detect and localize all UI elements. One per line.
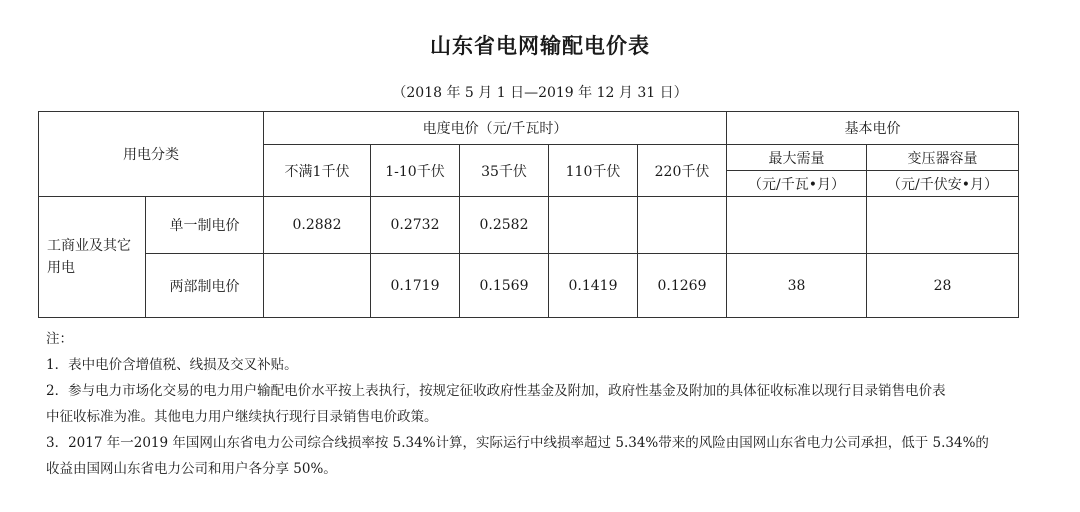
table-cell: 38: [727, 254, 867, 318]
header-max-demand: 最大需量: [727, 145, 867, 171]
table-cell: [638, 197, 727, 254]
table-cell: 0.1269: [638, 254, 727, 318]
note-item-2-line1: 2．参与电力市场化交易的电力用户输配电价水平按上表执行，按规定征收政府性基金及附加，政府性基金及附加的具体征收标准以现行目录销售电价表: [46, 383, 946, 399]
header-voltage-lt1kv: 不满1千伏: [264, 145, 371, 197]
document-subtitle: （2018 年 5 月 1 日—2019 年 12 月 31 日）: [392, 85, 688, 101]
note-item-1: 1．表中电价含增值税、线损及交叉补贴。: [46, 357, 298, 373]
table-cell: 0.1419: [549, 254, 638, 318]
table-cell: 0.2882: [264, 197, 371, 254]
table-cell: 0.1569: [460, 254, 549, 318]
table-cell: [867, 197, 1019, 254]
price-table: [38, 111, 1019, 318]
note-item-2-line2: 中征收标准为准。其他电力用户继续执行现行目录销售电价政策。: [46, 409, 438, 425]
header-basic-price: 基本电价: [727, 112, 1019, 145]
row-label-single-rate: 单一制电价: [146, 197, 264, 254]
header-voltage-35kv: 35千伏: [460, 145, 549, 197]
header-voltage-110kv: 110千伏: [549, 145, 638, 197]
header-energy-price: 电度电价（元/千瓦时）: [264, 112, 727, 145]
table-cell: [549, 197, 638, 254]
table-cell: 0.1719: [371, 254, 460, 318]
header-transformer-capacity: 变压器容量: [867, 145, 1019, 171]
table-cell: [727, 197, 867, 254]
table-cell: 28: [867, 254, 1019, 318]
table-cell: [264, 254, 371, 318]
category-main-line1: 工商业及其它: [47, 238, 131, 254]
row-label-two-part-rate: 两部制电价: [146, 254, 264, 318]
table-cell: 0.2582: [460, 197, 549, 254]
table-cell: 0.2732: [371, 197, 460, 254]
header-max-demand-unit: （元/千瓦•月）: [727, 171, 867, 197]
notes-heading: 注：: [46, 331, 73, 347]
header-category: 用电分类: [39, 112, 264, 197]
header-transformer-capacity-unit: （元/千伏安•月）: [867, 171, 1019, 197]
document-title: 山东省电网输配电价表: [430, 33, 650, 58]
category-industrial-commercial: [39, 197, 146, 318]
category-main-line2: 用电: [47, 260, 75, 276]
header-voltage-1-10kv: 1-10千伏: [371, 145, 460, 197]
header-voltage-220kv: 220千伏: [638, 145, 727, 197]
note-item-3-line1: 3．2017 年一2019 年国网山东省电力公司综合线损率按 5.34%计算，实际运行中线损率超过 5.34%带来的风险由国网山东省电力公司承担，低于 5.34%的: [46, 435, 989, 451]
note-item-3-line2: 收益由国网山东省电力公司和用户各分享 50%。: [46, 461, 337, 477]
notes-section: [46, 326, 1036, 482]
